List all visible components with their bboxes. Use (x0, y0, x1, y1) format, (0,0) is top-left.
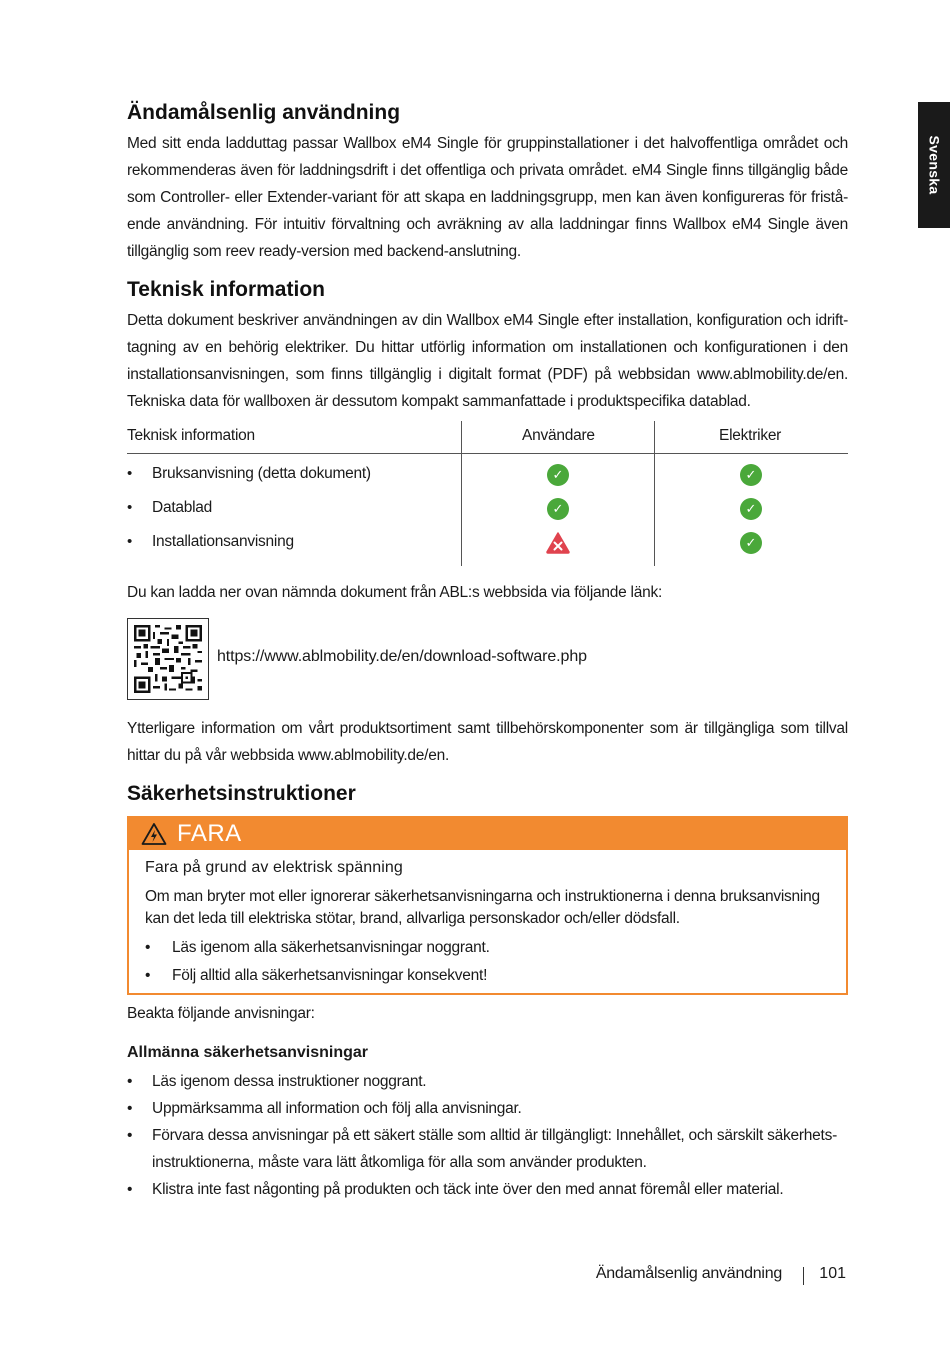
list-item (145, 962, 835, 990)
bullet: • (127, 1127, 133, 1144)
bullet: • (127, 499, 133, 516)
row-label: Installationsanvisning (152, 533, 294, 550)
language-tab-label: Svenska (926, 135, 943, 195)
check-icon: ✓ (547, 464, 569, 486)
footer-divider (803, 1267, 804, 1285)
page-footer (127, 1265, 848, 1289)
electric-hazard-icon (141, 822, 167, 846)
list-item (127, 1122, 848, 1176)
list-item (127, 1068, 848, 1095)
table-row (127, 463, 848, 493)
check-icon: ✓ (547, 498, 569, 520)
table-header-electrician: Elektriker (719, 427, 782, 444)
danger-label: FARA (177, 820, 242, 847)
note-paragraph: Beakta följande anvisningar: (127, 1005, 315, 1022)
list-item-text: Uppmärksamma all information och följ alla anvisningar. (152, 1100, 522, 1117)
danger-text: Om man bryter mot eller ignorerar säkerhetsanvisningarna och instruktionerna i denna bruksanvisning kan det leda till elektriska stötar, brand, allvarliga personskador och/eller dödsfall. (145, 888, 820, 927)
list-item (145, 934, 835, 962)
list-item-text: Klistra inte fast någonting på produkten och täck inte över den med annat föremål eller material. (152, 1181, 784, 1198)
bullet: • (145, 967, 151, 984)
list-item-text: Läs igenom alla säkerhetsanvisningar noggrant. (172, 939, 490, 956)
table-row (127, 497, 848, 527)
table-header-document: Teknisk information (127, 427, 255, 444)
bullet: • (127, 1181, 133, 1198)
tech-paragraph: Detta dokument beskriver användningen av din Wallbox eM4 Single efter installation, konfiguration och idrift-tagning av en behörig elektriker. Du hittar utförlig information om installationen och konfigurationen i den installationsanvisningen, som finns tillgänglig i digitalt format (PDF) på webbsidan www.ablmobility.de/en. Tekniska data för wallboxen är dessutom kompakt sammanfattade i produktspecifika datablad. (127, 312, 848, 410)
footer-title: Ändamålsenlig användning (595, 1265, 782, 1282)
table-row (127, 531, 848, 561)
purpose-paragraph: Med sitt enda ladduttag passar Wallbox eM4 Single för gruppinstallationer i det halvoffentliga området och rekommenderas även för laddningsdrift i det offentliga och privata området. eM4 Single finns tillgänglig både som Controller- eller Extender-variant för att skapa en laddningsgrupp, men kan även konfigureras för fristå-ende användning. För intuitiv förvaltning och avräkning av alla laddningar finns Wallbox eM4 Single även tillgänglig som reev ready-version med backend-anslutning. (127, 135, 848, 260)
qr-code-icon (134, 625, 202, 693)
bullet: • (145, 939, 151, 956)
download-link[interactable]: https://www.ablmobility.de/en/download-software.php (217, 648, 587, 665)
download-paragraph: Du kan ladda ner ovan nämnda dokument från ABL:s webbsida via följande länk: (127, 584, 663, 601)
row-label: Datablad (152, 499, 213, 516)
danger-box (127, 816, 848, 995)
danger-title: Fara på grund av elektrisk spänning (145, 859, 403, 876)
general-safety-list (127, 1068, 848, 1203)
list-item (127, 1176, 848, 1203)
list-item (127, 1095, 848, 1122)
page-number: 101 (819, 1265, 846, 1282)
document-table (127, 421, 848, 566)
row-label: Bruksanvisning (detta dokument) (152, 465, 371, 482)
table-header-user: Användare (522, 427, 595, 444)
qr-code[interactable] (127, 618, 209, 700)
bullet: • (127, 1100, 133, 1117)
more-info-paragraph: Ytterligare information om vårt produktsortiment samt tillbehörskomponenter som är tillgängliga som tillval hittar du på vår webbsida www.ablmobility.de/en. (127, 720, 848, 764)
list-item-text: Läs igenom dessa instruktioner noggrant. (152, 1073, 427, 1090)
section-heading-safety: Säkerhetsinstruktioner (127, 782, 356, 805)
danger-header (129, 818, 846, 850)
general-safety-heading: Allmänna säkerhetsanvisningar (127, 1044, 368, 1061)
bullet: • (127, 465, 133, 482)
section-heading-tech: Teknisk information (127, 278, 325, 301)
check-icon: ✓ (740, 498, 762, 520)
check-icon: ✓ (740, 464, 762, 486)
danger-list (145, 934, 835, 990)
bullet: • (127, 1073, 133, 1090)
bullet: • (127, 533, 133, 550)
table-divider (127, 453, 848, 454)
list-item-text: Förvara dessa anvisningar på ett säkert ställe som alltid är tillgängligt: Innehållet, och särskilt säkerhets-instruktionerna, måste vara lätt åtkomliga för alla som använder produkten. (152, 1127, 837, 1171)
cross-warning-icon (546, 532, 570, 554)
list-item-text: Följ alltid alla säkerhetsanvisningar konsekvent! (172, 967, 488, 984)
language-tab (918, 102, 950, 228)
section-heading-purpose: Ändamålsenlig användning (127, 101, 401, 124)
check-icon: ✓ (740, 532, 762, 554)
